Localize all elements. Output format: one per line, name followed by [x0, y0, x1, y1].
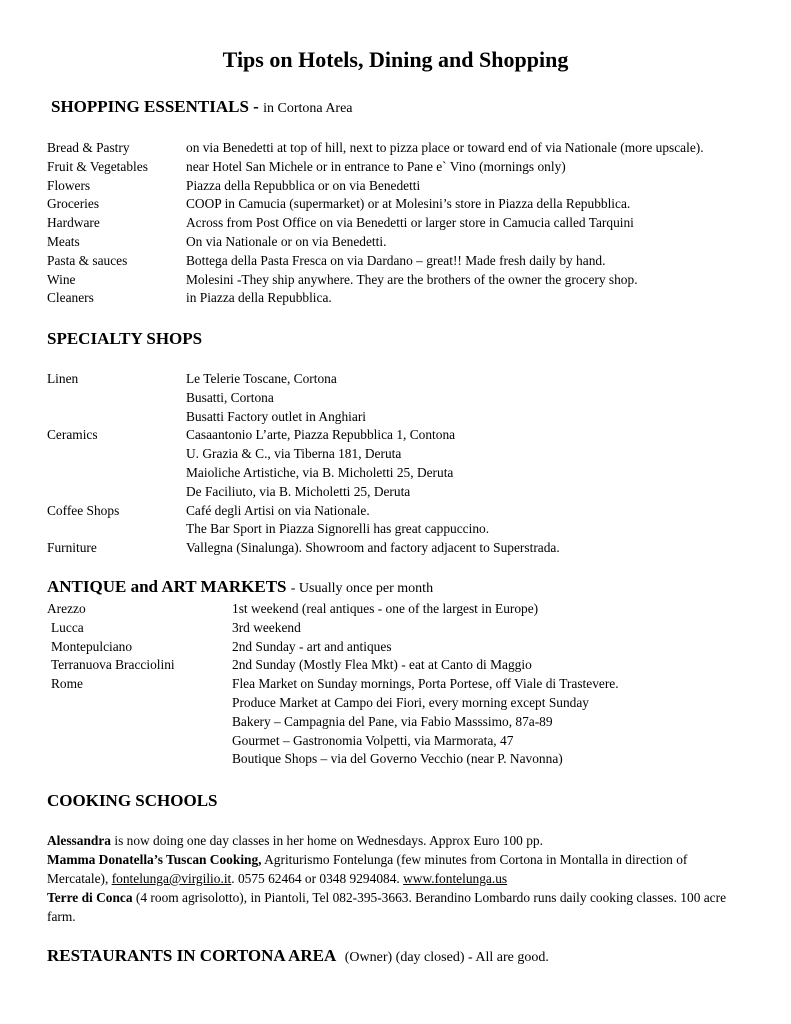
restaurants-subheading: (Owner) (day closed) - All are good.	[344, 950, 549, 965]
specialty-row-text: The Bar Sport in Piazza Signorelli has great cappuccino.	[186, 521, 490, 537]
antique-row-text: Gourmet – Gastronomia Volpetti, via Marmorata, 47	[232, 732, 514, 748]
shopping-row-text: in Piazza della Repubblica.	[186, 290, 332, 306]
mamma-donatella-desc: Agriturismo Fontelunga (few minutes from Cortona in Montalla in direction of Mercatale),	[47, 852, 688, 886]
mamma-donatella-name: Mamma Donatella’s Tuscan Cooking,	[47, 852, 262, 867]
specialty-row-text: Vallegna (Sinalunga). Showroom and factory adjacent to Superstrada.	[186, 540, 560, 556]
antique-subheading: - Usually once per month	[290, 581, 434, 596]
shopping-row-text: On via Nationale or on via Benedetti.	[186, 234, 387, 249]
shopping-subheading: in Cortona Area	[263, 101, 353, 116]
cooking-schools-heading: COOKING SCHOOLS	[47, 791, 218, 810]
shopping-row-label: Flowers	[47, 177, 91, 193]
antique-row-text: Produce Market at Campo dei Fiori, every morning except Sunday	[232, 695, 589, 710]
specialty-row-text: De Faciliuto, via B. Micholetti 25, Deruta	[186, 483, 411, 499]
shopping-row-label: Hardware	[47, 215, 100, 231]
fontelunga-phone: . 0575 62464 or 0348 9294084.	[231, 871, 404, 886]
specialty-row-label: Linen	[47, 371, 79, 386]
shopping-row-label: Cleaners	[47, 290, 94, 306]
cooking-schools-text	[47, 831, 747, 926]
restaurants-heading	[47, 946, 549, 966]
shopping-row-text: Bottega della Pasta Fresca on via Dardano – great!! Made fresh daily by hand.	[186, 252, 606, 268]
shopping-row-text: Piazza della Repubblica or on via Benedetti	[186, 177, 421, 193]
shopping-heading-text: SHOPPING ESSENTIALS -	[51, 97, 259, 116]
page-title: Tips on Hotels, Dining and Shopping	[222, 47, 569, 72]
shopping-essentials-heading	[51, 97, 353, 117]
shopping-row-label: Groceries	[47, 196, 100, 212]
specialty-row-text: Busatti Factory outlet in Anghiari	[186, 408, 367, 424]
antique-row-text: Boutique Shops – via del Governo Vecchio (near P. Navonna)	[232, 751, 563, 767]
antique-row-text: Flea Market on Sunday mornings, Porta Portese, off Viale di Trastevere.	[232, 676, 619, 692]
shopping-row-text: Molesini -They ship anywhere. They are the brothers of the owner the grocery shop.	[186, 271, 638, 287]
specialty-row-text: Busatti, Cortona	[186, 389, 274, 405]
specialty-shops-heading: SPECIALTY SHOPS	[47, 329, 203, 348]
specialty-row-text: Maioliche Artistiche, via B. Micholetti 25, Deruta	[186, 465, 454, 480]
specialty-row-text: Café degli Artisi on via Nationale.	[186, 502, 370, 518]
antique-row-text: 2nd Sunday - art and antiques	[232, 638, 392, 654]
antique-row-text: 2nd Sunday (Mostly Flea Mkt) - eat at Canto di Maggio	[232, 657, 532, 673]
antique-row-label: Montepulciano	[51, 638, 133, 654]
specialty-row-text: Casaantonio L’arte, Piazza Repubblica 1, Contona	[186, 427, 456, 443]
antique-markets-heading	[47, 577, 433, 597]
restaurants-heading-text: RESTAURANTS IN CORTONA AREA	[47, 946, 337, 965]
shopping-row-label: Meats	[47, 234, 80, 249]
shopping-row-label: Bread & Pastry	[47, 140, 130, 155]
antique-row-label: Rome	[51, 676, 83, 692]
alessandra-desc: is now doing one day classes in her home on Wednesdays. Approx Euro 100 pp.	[111, 833, 543, 848]
shopping-row-text: Across from Post Office on via Benedetti or larger store in Camucia called Tarquini	[186, 215, 634, 231]
terre-di-conca-desc: (4 room agrisolotto), in Piantoli, Tel 082-395-3663. Berandino Lombardo runs daily cooking classes. 100 acre farm.	[47, 890, 727, 924]
specialty-row-label: Coffee Shops	[47, 502, 120, 518]
fontelunga-website-link[interactable]: www.fontelunga.us	[403, 871, 508, 886]
shopping-row-label: Pasta & sauces	[47, 252, 128, 268]
shopping-row-label: Wine	[47, 271, 76, 287]
shopping-row-text: COOP in Camucia (supermarket) or at Molesini’s store in Piazza della Repubblica.	[186, 196, 631, 212]
alessandra-name: Alessandra	[47, 833, 111, 848]
specialty-row-text: U. Grazia & C., via Tiberna 181, Deruta	[186, 446, 402, 462]
antique-row-text: 1st weekend (real antiques - one of the largest in Europe)	[232, 601, 539, 616]
shopping-row-text: on via Benedetti at top of hill, next to pizza place or toward end of via Nationale (more upscale).	[186, 140, 704, 155]
fontelunga-email-link[interactable]: fontelunga@virgilio.it	[111, 871, 232, 886]
terre-di-conca-name: Terre di Conca	[47, 890, 133, 905]
specialty-row-text: Le Telerie Toscane, Cortona	[186, 371, 337, 386]
shopping-row-text: near Hotel San Michele or in entrance to Pane e` Vino (mornings only)	[186, 158, 566, 174]
specialty-row-label: Furniture	[47, 540, 97, 556]
specialty-row-label: Ceramics	[47, 427, 98, 443]
antique-row-label: Arezzo	[47, 601, 86, 616]
shopping-row-label: Fruit & Vegetables	[47, 158, 148, 174]
antique-heading-text: ANTIQUE and ART MARKETS	[47, 577, 287, 596]
antique-row-label: Terranuova Bracciolini	[51, 657, 175, 673]
antique-row-text: Bakery – Campagnia del Pane, via Fabio Masssimo, 87a-89	[232, 713, 553, 729]
antique-row-text: 3rd weekend	[232, 619, 301, 635]
antique-row-label: Lucca	[51, 619, 84, 635]
